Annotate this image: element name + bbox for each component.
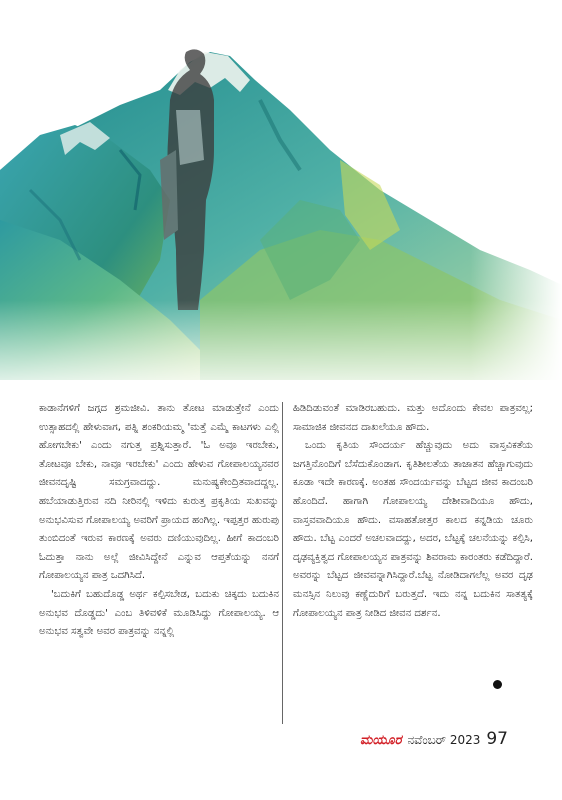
column-divider (282, 402, 283, 724)
page-footer (360, 729, 508, 751)
article-right-column (293, 400, 533, 623)
end-of-article-dot-icon (493, 680, 502, 689)
article-left-column (39, 400, 279, 642)
magazine-logo: ಮಯೂರ (360, 733, 402, 748)
issue-date: ನವೆಂಬರ್ 2023 (407, 733, 481, 747)
paragraph: ಒಂದು ಕೃತಿಯ ಸೌಂದರ್ಯ ಹೆಚ್ಚುವುದು ಅದು ವಾಸ್ತವಿಕತೆಯ ಜಗತ್ತಿನೊಂದಿಗೆ ಬೆಸೆದುಕೊಂಡಾಗ. ಕೃತಿಶೀಲತೆಯ ತಾಜಾತನ ಹೆಚ್ಚಾಗುವುದು ಕೂಡಾ ಇದೇ ಕಾರಣಕ್ಕೆ. ಅಂತಹ ಸೌಂದರ್ಯವನ್ನು ಬೆಟ್ಟದ ಜೀವ ಕಾದಂಬರಿ ಹೊಂದಿದೆ. ಹಾಗಾಗಿ ಗೋಪಾಲಯ್ಯ ದೇಶೀವಾದಿಯೂ ಹೌದು, ವಾಸ್ತವವಾದಿಯೂ ಹೌದು. ವಸಾಹತೋತ್ತರ ಕಾಲದ ಕನ್ನಡಿಯ ಚೂರು ಹೌದು. ಬೆಟ್ಟ ಎಂದರೆ ಅಚಲವಾದದ್ದು, ಅದರ, ಬೆಟ್ಟಕ್ಕೆ ಚಲನೆಯನ್ನು ಕಲ್ಪಿಸಿ, ದೃಢವ್ಯಕ್ತಿತ್ವದ ಗೋಪಾಲಯ್ಯನ ಪಾತ್ರವನ್ನು ಶಿವರಾಮ ಕಾರಂತರು ಕಡೆದಿದ್ದಾರೆ. ಅವರನ್ನು ಬೆಟ್ಟದ ಜೀವವನ್ನಾಗಿಸಿದ್ದಾರೆ.ಬೆಟ್ಟ ನೋಡಿದಾಗಲೆಲ್ಲ ಅವರ ದೃಢ ಮನಸ್ಸಿನ ನಿಲುವು ಕಣ್ಣೆದುರಿಗೆ ಬರುತ್ತದೆ. ಇದು ನನ್ನ ಬದುಕಿನ ಸಾತತ್ಯಕ್ಕೆ ಗೋಪಾಲಯ್ಯನ ಪಾತ್ರ ನೀಡಿದ ಜೀವನ ದರ್ಶನ. (293, 440, 533, 619)
page-number: 97 (486, 729, 508, 749)
paragraph: ಹಿಡಿದಿಡುವಂತೆ ಮಾಡಿರಬಹುದು. ಮತ್ತು ಅದೊಂದು ಕೇವಲ ಪಾತ್ರವಲ್ಲ; ಸಾಮಾಜಿಕ ಜೀವನದ ದಾಖಲೆಯೂ ಹೌದು. (293, 403, 533, 433)
paragraph: ಕಾಡಾನೆಗಳಿಗೆ ಜಗ್ಗದ ಶ್ರಮಜೀವಿ. ತಾನು ತೋಟ ಮಾಡುತ್ತೇನೆ ಎಂದು ಉತ್ಸಾಹದಲ್ಲಿ ಹೇಳುವಾಗ, ಪತ್ನಿ ಶಂಕರಿಯಮ್ಮ 'ಮತ್ತೆ ಎಮ್ಮೆ ಕಾಟಗಳು ಎಲ್ಲಿ ಹೋಗಬೇಕು' ಎಂದು ನಗುತ್ತ ಪ್ರಶ್ನಿಸುತ್ತಾರೆ. 'ಓ ಅವೂ ಇರಬೇಕು, ತೋಟವೂ ಬೇಕು, ನಾವೂ ಇರಬೇಕು' ಎಂದು ಹೇಳುವ ಗೋಪಾಲಯ್ಯನವರ ಜೀವನದೃಷ್ಟಿ ಸಮಗ್ರವಾದದ್ದು. ಮನುಷ್ಯಕೇಂದ್ರಿತವಾದದ್ದಲ್ಲ. ಹಬೆಯಾಡುತ್ತಿರುವ ನದಿ ನೀರಿನಲ್ಲಿ ಇಳಿದು ಕುರುತ್ತ ಪ್ರಕೃತಿಯ ಸುಖವನ್ನು ಅನುಭವಿಸುವ ಗೋಪಾಲಯ್ಯ ಅವರಿಗೆ ಪ್ರಾಯದ ಹಂಗಿಲ್ಲ. ಇಪ್ಪತ್ತರ ಹುರುಪು ತುಂಬಿದಂತೆ ಇರುವ ಕಾರಣಕ್ಕೆ ಅವರು ದಣಿಯುವುದಿಲ್ಲ. ಹೀಗೆ ಕಾದಂಬರಿ ಓದುತ್ತಾ ನಾನು ಅಲ್ಲೆ ಜೀವಿಸಿದ್ದೇನೆ ಎನ್ನುವ ಆಪ್ತತೆಯನ್ನು ನನಗೆ ಗೋಪಾಲಯ್ಯನ ಪಾತ್ರ ಒದಗಿಸಿದೆ. (39, 403, 279, 582)
paragraph: 'ಬದುಕಿಗೆ ಬಹುದೊಡ್ಡ ಅರ್ಥ ಕಲ್ಪಿಸಬೇಡ, ಬದುಕು ಚಿಕ್ಕದು ಬದುಕಿನ ಅನುಭವ ದೊಡ್ಡದು' ಎಂಬ ತಿಳಿವಳಿಕೆ ಮೂಡಿಸಿದ್ದು ಗೋಪಾಲಯ್ಯ. ಆ ಅನುಭವ ಸತ್ವವೇ ಅವರ ಪಾತ್ರವನ್ನು ನನ್ನಲ್ಲಿ (39, 588, 279, 638)
